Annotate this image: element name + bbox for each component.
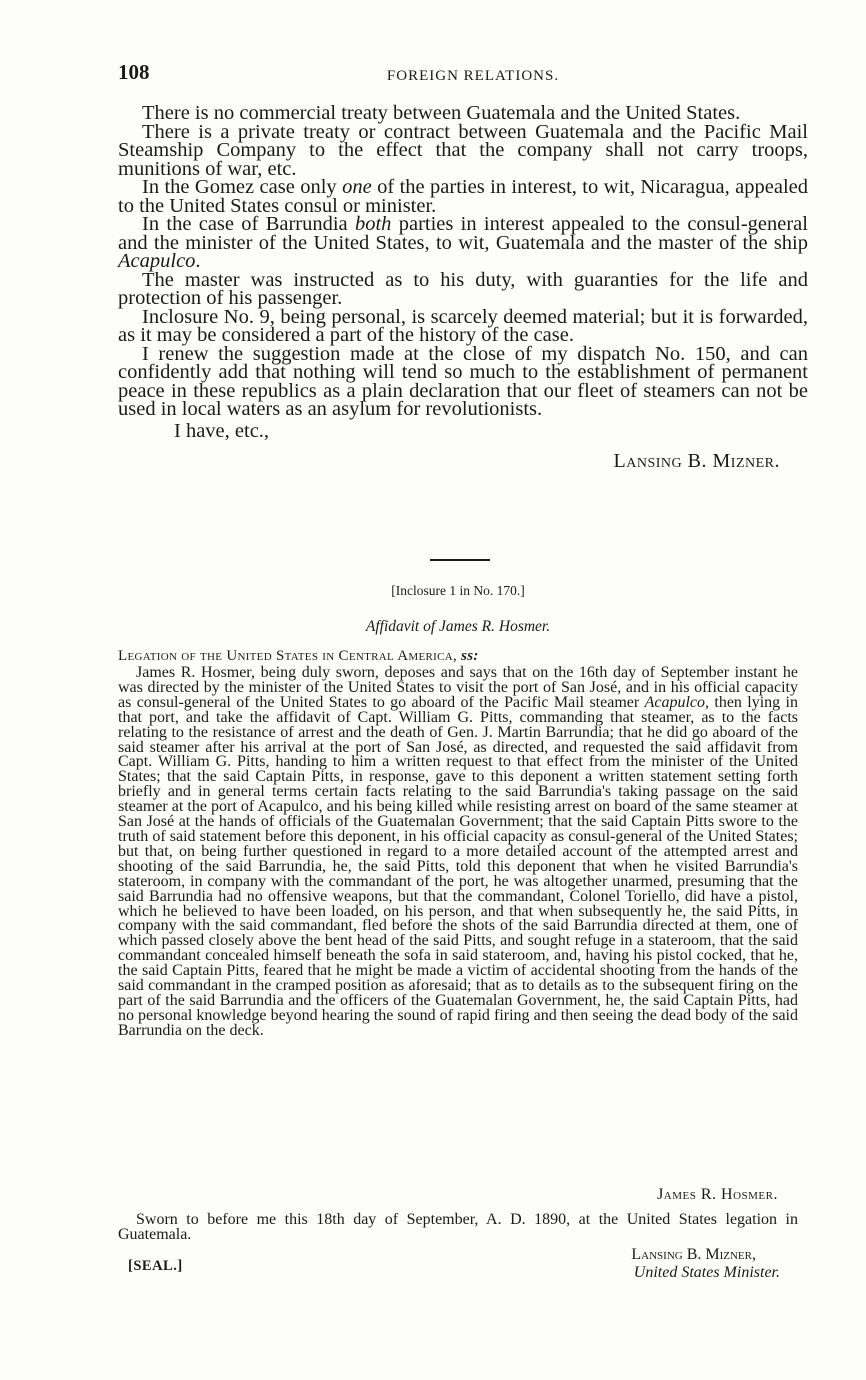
paragraph-private-treaty: There is a private treaty or contract between Guatemala and the Pacific Mail Steamship Company to the effect that the company shall not carry troops, munitions of war, etc. (118, 120, 808, 180)
section-divider (430, 559, 490, 561)
paragraph-gomez-case (118, 178, 808, 215)
text-run: James R. Hosmer, being duly sworn, deposes and says that on the 16th day of September instant he was directed by the minister of the United States to visit the port of San José, and in his official capacity as consul-general of the United States to go aboard of the Pacific Mail steamer (118, 664, 798, 711)
text-run: In the Gomez case only (142, 176, 343, 198)
jurat (118, 1212, 798, 1242)
text-run: parties in interest appealed to the consul-general and the minister of the United States, to wit, Guatemala and the master of the ship (118, 213, 808, 254)
affidavit-title: Affidavit of James R. Hosmer. (365, 618, 551, 635)
emphasis-both: both (354, 213, 392, 235)
paragraph-barrundia-case (118, 215, 808, 271)
minister-name: Lansing B. Mizner, (631, 1246, 756, 1263)
seal-mark: [SEAL.] (128, 1258, 183, 1274)
paragraph-master-instructed: The master was instructed as to his duty, with guaranties for the life and protection of his passenger. (118, 268, 808, 309)
ship-name: Acapulco (118, 250, 196, 272)
letter-signature: Lansing B. Mizner. (613, 450, 780, 472)
paragraph-renew-suggestion: I renew the suggestion made at the close of my dispatch No. 150, and can confidently add that nothing will tend so much to the establishment of permanent peace in these republics as a plain declaration that our fleet of steamers can not be used in local waters as an asylum for revolutionists. (118, 342, 808, 420)
emphasis-one: one (342, 176, 372, 198)
paragraph-commercial-treaty: There is no commercial treaty between Guatemala and the United States. (142, 102, 741, 124)
affidavit-body (118, 666, 798, 1039)
running-head: FOREIGN RELATIONS. (386, 68, 560, 84)
text-run: of the parties in interest, to wit, Nicaragua, appealed to the United States consul or minister. (118, 176, 808, 217)
page-number: 108 (118, 60, 150, 84)
ss-marker: ss: (461, 648, 479, 664)
page-header (118, 60, 808, 90)
legation-text: Legation of the United States in Central America, (118, 648, 458, 664)
affidavit-paragraph (118, 666, 798, 1039)
letter-body (118, 104, 808, 471)
jurat-paragraph: Sworn to before me this 18th day of September, A. D. 1890, at the United States legation in Guatemala. (118, 1211, 798, 1243)
text-run: . (195, 250, 201, 272)
ship-name: Acapulco, (644, 693, 709, 711)
affiant-signature: James R. Hosmer. (657, 1186, 778, 1203)
closing-line: I have, etc., (174, 419, 270, 442)
legation-heading (118, 648, 479, 665)
text-run: In the case of Barrundia (142, 213, 355, 235)
text-run: then lying in that port, and take the affidavit of Capt. William G. Pitts, commanding that steamer, as to the facts relating to the resistance of arrest and the death of Gen. J. Martin Barrundia; that he did go aboard of the said steamer after his arrival at the port of San José, as directed, and requested the said affidavit from Capt. William G. Pitts, handing to him a written request to that effect from the minister of the United States; that the said Captain Pitts, in response, gave to this deponent a written statement setting forth briefly and in general terms certain facts relating to the said Barrundia's taking passage on the said steamer at the port of Acapulco, and his being killed while resisting arrest on board of the same steamer at San José at the hands of officials of the Guatemalan Government; that the said Captain Pitts swore to the truth of said statement before this deponent, in his official capacity as consul-general of the United States; but that, on being further questioned in regard to a more detailed account of the attempted arrest and shooting of the said Barrundia, he, the said Pitts, told this deponent that when he visited Barrundia's stateroom, in company with the commandant of the port, he was altogether unarmed, presuming that the said Barrundia had no offensive weapons, but that the commandant, Colonel Toriello, did have a pistol, which he believed to have been loaded, on his person, and that when subsequently he, the said Pitts, in company with the said commandant, fled before the shots of the said Barrundia directed at them, one of which passed closely above the bent head of the said Pitts, and sought refuge in a stateroom, that the said commandant concealed himself beneath the sofa in said stateroom, and, having his pistol cocked, that he, the said Captain Pitts, feared that he might be made a victim of accidental shooting from the hands of the said commandant in the cramped position as aforesaid; that as to details as to the subsequent firing on the part of the said Barrundia and the officers of the Guatemalan Government, he, the said Captain Pitts, had no personal knowledge beyond hearing the sound of rapid firing and then seeing the dead body of the said Barrundia on the deck. (118, 693, 798, 1039)
paragraph-inclosure-nine: Inclosure No. 9, being personal, is scarcely deemed material; but it is forwarded, as it may be considered a part of the history of the case. (118, 305, 808, 346)
minister-title: United States Minister. (633, 1264, 780, 1281)
enclosure-label: [Inclosure 1 in No. 170.] (391, 583, 525, 598)
